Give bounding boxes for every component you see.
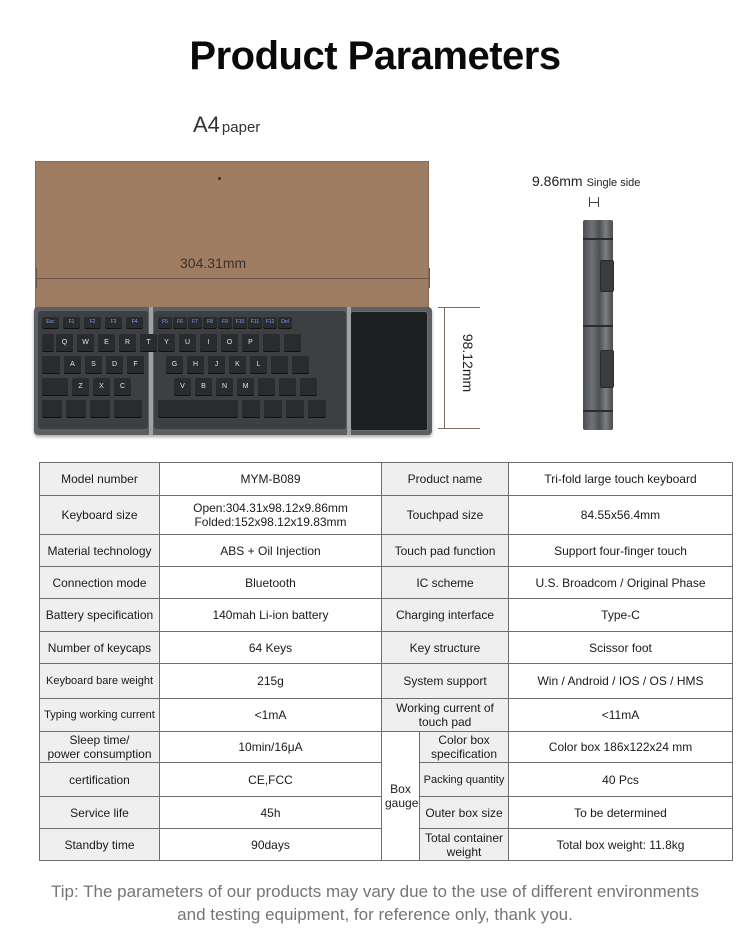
- keyboard-key: S: [85, 356, 102, 373]
- color-box-label-line2: specification: [430, 747, 498, 761]
- keyboard-key: B: [195, 378, 212, 395]
- side-view-hinge: [600, 260, 614, 292]
- keyboard-key: V: [174, 378, 191, 395]
- spec-value: 40 Pcs: [509, 763, 733, 797]
- spec-label: Battery specification: [40, 599, 160, 632]
- color-box-label-line1: Color box: [438, 733, 490, 747]
- keyboard-key: I: [200, 334, 217, 351]
- table-row: [40, 632, 733, 664]
- spec-value: 140mah Li-ion battery: [160, 599, 382, 632]
- table-row: [40, 496, 733, 535]
- keyboard-hinge-left: [149, 307, 153, 435]
- table-row: [40, 567, 733, 599]
- keyboard-key: [271, 356, 288, 373]
- keyboard-key: Esc: [42, 317, 59, 328]
- spec-value: <11mA: [509, 699, 733, 732]
- keyboard-key: W: [77, 334, 94, 351]
- box-gauge-line1: Box: [390, 782, 411, 796]
- table-row: [40, 732, 733, 763]
- spec-label: [420, 829, 509, 861]
- spec-label: System support: [382, 664, 509, 699]
- width-dimension-line: [36, 278, 430, 279]
- spec-label: [420, 732, 509, 763]
- keyboard-key: F9: [218, 317, 232, 328]
- keyboard-key: F: [127, 356, 144, 373]
- height-dimension-tick-bottom: [438, 428, 480, 429]
- width-dimension-tick-right: [429, 268, 430, 288]
- keyboard-key: F2: [84, 317, 101, 328]
- keyboard-key: [263, 334, 280, 351]
- side-view-hinge: [600, 350, 614, 388]
- keyboard-key: F7: [188, 317, 202, 328]
- keyboard-key: F3: [105, 317, 122, 328]
- a4-paper-label: [193, 112, 260, 138]
- paper-leader-dot: [218, 177, 221, 180]
- table-row: [40, 599, 733, 632]
- tip-line-2: and testing equipment, for reference only, thank you.: [177, 905, 573, 924]
- spec-label: Service life: [40, 797, 160, 829]
- keyboard-key: E: [98, 334, 115, 351]
- side-view-seam: [583, 410, 613, 412]
- side-view-seam: [583, 238, 613, 240]
- tip-line-1: Tip: The parameters of our products may vary due to the use of different environments: [51, 882, 699, 901]
- page-title: Product Parameters: [189, 34, 561, 78]
- spec-value: 215g: [160, 664, 382, 699]
- width-dimension-tick-left: [36, 268, 37, 288]
- keyboard-key: [292, 356, 309, 373]
- keyboard-key: D: [106, 356, 123, 373]
- spec-value: U.S. Broadcom / Original Phase: [509, 567, 733, 599]
- spec-label: Touchpad size: [382, 496, 509, 535]
- keyboard-key: [158, 400, 238, 417]
- keyboard-key: F11: [248, 317, 262, 328]
- keyboard-key: Y: [158, 334, 175, 351]
- a4-label-text: A4: [193, 112, 220, 137]
- spec-label: [40, 732, 160, 763]
- touchpad-current-label-line1: Working current of: [396, 701, 494, 715]
- spec-value: Tri-fold large touch keyboard: [509, 463, 733, 496]
- keyboard-key: N: [216, 378, 233, 395]
- keyboard-touchpad: [350, 311, 428, 431]
- keyboard-key: [258, 378, 275, 395]
- keyboard-key: J: [208, 356, 225, 373]
- keyboard-size-open: Open:304.31x98.12x9.86mm: [193, 501, 348, 515]
- keyboard-key: O: [221, 334, 238, 351]
- thickness-suffix: Single side: [586, 177, 641, 189]
- spec-label: Model number: [40, 463, 160, 496]
- keyboard-key: P: [242, 334, 259, 351]
- container-weight-label-line2: weight: [446, 844, 482, 859]
- height-dimension-tick-top: [438, 307, 480, 308]
- spec-label: Product name: [382, 463, 509, 496]
- spec-value: Color box 186x122x24 mm: [509, 732, 733, 763]
- spec-label: Typing working current: [40, 699, 160, 732]
- spec-value: CE,FCC: [160, 763, 382, 797]
- spec-label: [382, 699, 509, 732]
- thickness-label: [532, 173, 640, 189]
- keyboard-key: [42, 378, 68, 395]
- keyboard-key: [66, 400, 86, 417]
- table-row: [40, 699, 733, 732]
- keyboard-image: [34, 307, 432, 435]
- keyboard-key: [90, 400, 110, 417]
- keyboard-key: F12: [263, 317, 277, 328]
- side-view-seam: [583, 325, 613, 327]
- keyboard-key: Del: [278, 317, 292, 328]
- keyboard-key: H: [187, 356, 204, 373]
- keyboard-key: U: [179, 334, 196, 351]
- keyboard-key: Z: [72, 378, 89, 395]
- thickness-dimension-marker: [589, 197, 599, 207]
- keyboard-hinge-right: [347, 307, 351, 435]
- keyboard-key: [42, 356, 60, 373]
- spec-label: certification: [40, 763, 160, 797]
- keyboard-key: F10: [233, 317, 247, 328]
- spec-label: Outer box size: [420, 797, 509, 829]
- keyboard-key: F5: [158, 317, 172, 328]
- keyboard-key: M: [237, 378, 254, 395]
- spec-value: 10min/16μA: [160, 732, 382, 763]
- spec-value: 90days: [160, 829, 382, 861]
- a4-paper-image: [35, 161, 429, 311]
- keyboard-key: [279, 378, 296, 395]
- spec-value: To be determined: [509, 797, 733, 829]
- keyboard-key: [42, 400, 62, 417]
- keyboard-key: F4: [126, 317, 143, 328]
- spec-label: IC scheme: [382, 567, 509, 599]
- height-dimension-label: 98.12mm: [460, 333, 476, 393]
- height-dimension-line: [444, 307, 445, 429]
- disclaimer-tip: [0, 880, 750, 926]
- spec-value: [160, 496, 382, 535]
- thickness-value: 9.86mm: [532, 173, 583, 189]
- keyboard-key: [286, 400, 304, 417]
- specifications-table: [39, 462, 733, 861]
- keyboard-key: T: [140, 334, 157, 351]
- table-row: [40, 463, 733, 496]
- spec-value: Bluetooth: [160, 567, 382, 599]
- keyboard-key: [284, 334, 301, 351]
- keyboard-key: X: [93, 378, 110, 395]
- sleep-label-line1: Sleep time/: [69, 733, 130, 747]
- keyboard-size-folded: Folded:152x98.12x19.83mm: [194, 515, 347, 529]
- spec-value: Support four-finger touch: [509, 535, 733, 567]
- keyboard-key: F6: [173, 317, 187, 328]
- spec-value: 64 Keys: [160, 632, 382, 664]
- width-dimension-label: 304.31mm: [180, 255, 247, 271]
- keyboard-key: F1: [63, 317, 80, 328]
- keyboard-key: G: [166, 356, 183, 373]
- keyboard-key: [42, 334, 54, 351]
- container-weight-label-line1: Total container: [424, 830, 504, 845]
- keyboard-key: [242, 400, 260, 417]
- spec-label: Standby time: [40, 829, 160, 861]
- keyboard-key: [264, 400, 282, 417]
- table-row: [40, 664, 733, 699]
- keyboard-key: R: [119, 334, 136, 351]
- spec-value: 84.55x56.4mm: [509, 496, 733, 535]
- spec-value: MYM-B089: [160, 463, 382, 496]
- spec-value: Win / Android / IOS / OS / HMS: [509, 664, 733, 699]
- spec-value: Total box weight: 11.8kg: [509, 829, 733, 861]
- keyboard-key: Q: [56, 334, 73, 351]
- spec-value: <1mA: [160, 699, 382, 732]
- a4-label-suffix: paper: [221, 119, 261, 136]
- spec-label: Connection mode: [40, 567, 160, 599]
- spec-label: Keyboard bare weight: [40, 664, 160, 699]
- sleep-label-line2: power consumption: [47, 747, 152, 761]
- spec-label: Packing quantity: [420, 763, 509, 797]
- keyboard-key: [114, 400, 142, 417]
- keyboard-key: [300, 378, 317, 395]
- keyboard-key: F8: [203, 317, 217, 328]
- touchpad-current-label-line2: touch pad: [418, 715, 472, 729]
- keyboard-key: [308, 400, 326, 417]
- box-gauge-label: [382, 732, 420, 861]
- spec-label: Key structure: [382, 632, 509, 664]
- spec-value: ABS + Oil Injection: [160, 535, 382, 567]
- spec-label: Keyboard size: [40, 496, 160, 535]
- spec-label: Number of keycaps: [40, 632, 160, 664]
- spec-value: Type-C: [509, 599, 733, 632]
- keyboard-key: K: [229, 356, 246, 373]
- keyboard-key: C: [114, 378, 131, 395]
- keyboard-side-view-image: [583, 220, 613, 430]
- spec-value: Scissor foot: [509, 632, 733, 664]
- spec-label: Material technology: [40, 535, 160, 567]
- keyboard-key: L: [250, 356, 267, 373]
- keyboard-key: A: [64, 356, 81, 373]
- table-row: [40, 535, 733, 567]
- box-gauge-line2: gauge: [385, 796, 419, 810]
- spec-label: Touch pad function: [382, 535, 509, 567]
- spec-value: 45h: [160, 797, 382, 829]
- spec-label: Charging interface: [382, 599, 509, 632]
